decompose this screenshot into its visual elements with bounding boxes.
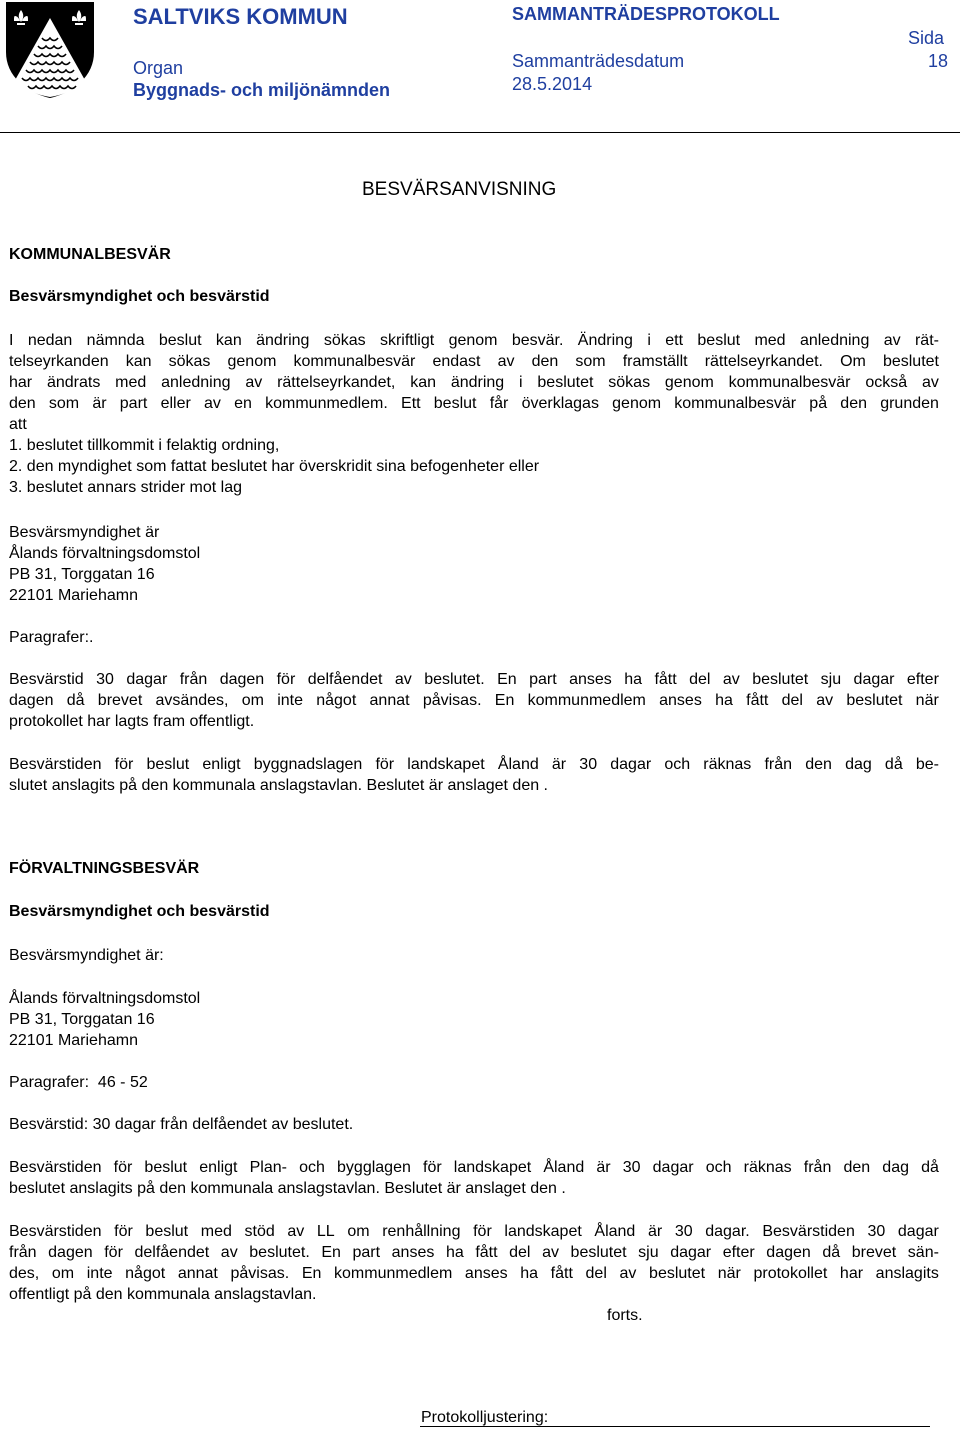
word: om — [347, 1223, 370, 1240]
word: Plan- — [249, 1159, 287, 1176]
word: är — [647, 1223, 663, 1240]
section-heading-kommunalbesvar: KOMMUNALBESVÄR — [9, 246, 171, 263]
word: efter — [722, 1244, 755, 1261]
word: rättelseyrkandet. — [704, 353, 823, 370]
word: när — [915, 692, 939, 709]
word: delfåendet — [307, 671, 383, 688]
word: sökas — [168, 353, 211, 370]
list-item: 3. beslutet annars strider mot lag — [9, 479, 243, 496]
authority-postcode: 22101 Mariehamn — [9, 1032, 138, 1049]
word: anses — [569, 671, 612, 688]
word: får — [489, 395, 509, 412]
word: 30 — [867, 1223, 886, 1240]
forvaltning-authority-label: Besvärsmyndighet är: — [9, 947, 164, 964]
continued-marker: forts. — [607, 1307, 643, 1324]
word: dagar — [652, 1159, 694, 1176]
word: för — [423, 1159, 442, 1176]
word: kommunmedlem — [334, 1265, 453, 1282]
word: delfåendet — [134, 1244, 210, 1261]
word: för — [276, 671, 296, 688]
forvaltning-paragrafer: Paragrafer: 46 - 52 — [9, 1074, 148, 1091]
word: av — [245, 374, 263, 391]
word: annat — [369, 692, 410, 709]
word: eller — [160, 395, 191, 412]
word: nämnda — [86, 332, 145, 349]
forvaltning-renhallning-paragraph — [9, 1221, 939, 1305]
word: av — [204, 395, 221, 412]
word: påvisas. — [230, 1265, 290, 1282]
word: dagar — [853, 671, 895, 688]
word: kan — [125, 353, 152, 370]
word: om — [51, 1265, 75, 1282]
list-item: 2. den myndighet som fattat beslutet har överskridit sina befogenheter eller — [9, 458, 540, 475]
forvaltning-planlag-paragraph — [9, 1157, 939, 1199]
word: En — [494, 692, 515, 709]
forvaltning-besvarstid: Besvärstid: 30 dagar från delfåendet av beslutet. — [9, 1116, 354, 1133]
word: av — [220, 1244, 238, 1261]
word: beslutet — [649, 1265, 706, 1282]
word: enligt — [202, 756, 241, 773]
word: då — [884, 756, 903, 773]
word: när — [717, 1265, 741, 1282]
word: något — [125, 1265, 166, 1282]
kommunal-byggnadslag-paragraph — [9, 754, 939, 796]
word: I — [9, 332, 14, 349]
municipal-coat-of-arms — [6, 2, 94, 98]
word: Ändring — [577, 332, 633, 349]
word: des, — [9, 1265, 40, 1282]
word: dagen — [219, 671, 265, 688]
subheading-besvarsmyndighet-2: Besvärsmyndighet och besvärstid — [9, 903, 270, 920]
word: kommunalbesvär — [293, 353, 416, 370]
word: inte — [86, 1265, 113, 1282]
word: dagen — [48, 1244, 93, 1261]
text-line — [9, 351, 939, 372]
word: Åland — [594, 1223, 636, 1240]
word: har — [839, 1265, 864, 1282]
section-heading-forvaltningsbesvar: FÖRVALTNINGSBESVÄR — [9, 860, 200, 877]
word: LL — [316, 1223, 335, 1240]
word: beslutet — [570, 1244, 627, 1261]
meeting-date-value: 28.5.2014 — [512, 74, 593, 94]
word: och — [299, 1159, 325, 1176]
word: som — [575, 353, 606, 370]
word: på — [809, 395, 828, 412]
word: den — [843, 1159, 871, 1176]
word: genom — [448, 332, 498, 349]
word: anledning — [161, 374, 231, 391]
word: med — [200, 1223, 232, 1240]
word: Om — [840, 353, 866, 370]
word: då — [822, 1244, 841, 1261]
word: byggnadslagen — [253, 756, 363, 773]
word: för — [375, 756, 395, 773]
word: bygglagen — [337, 1159, 411, 1176]
word: kommunmedlem. — [265, 395, 388, 412]
forvaltning-authority-address — [9, 988, 939, 1051]
word: nedan — [27, 332, 73, 349]
authority-label: Besvärsmyndighet är — [9, 524, 160, 541]
word: ändring — [450, 374, 505, 391]
word: räknas — [743, 1159, 792, 1176]
kommunal-paragrafer: Paragrafer:. — [9, 629, 94, 646]
word: Besvärstiden — [762, 1223, 855, 1240]
word: är — [92, 395, 107, 412]
text-line: offentligt på den kommunala anslagstavlan. — [9, 1286, 317, 1303]
word: sju — [638, 1244, 659, 1261]
word: den — [9, 395, 36, 412]
word: landskapet — [504, 1223, 582, 1240]
document-title: BESVÄRSANVISNING — [362, 179, 557, 200]
word: från — [179, 671, 208, 688]
word: skriftligt — [379, 332, 435, 349]
word: ett — [665, 332, 684, 349]
word: överklagas — [521, 395, 599, 412]
word: ha — [520, 1265, 539, 1282]
authority-name: Ålands förvaltningsdomstol — [9, 545, 201, 562]
word: avsändes, — [155, 692, 229, 709]
word: beslut — [433, 395, 477, 412]
text-line — [9, 1263, 939, 1284]
word: Åland — [543, 1159, 585, 1176]
word: beslut — [145, 1223, 189, 1240]
protocol-verification-label: Protokolljustering: — [421, 1409, 549, 1426]
word: sökas — [608, 374, 651, 391]
word: besvär. — [511, 332, 564, 349]
word: kan — [215, 332, 242, 349]
word: för — [473, 1223, 492, 1240]
word: landskapet — [407, 756, 485, 773]
word: om — [241, 692, 264, 709]
word: sju — [820, 671, 842, 688]
word: i — [519, 374, 523, 391]
word: dag — [882, 1159, 909, 1176]
word: av — [542, 1244, 559, 1261]
authority-postcode: 22101 Mariehamn — [9, 587, 138, 604]
word: Besvärstiden — [9, 1223, 102, 1240]
word: be- — [915, 756, 939, 773]
word: del — [585, 1265, 607, 1282]
word: En — [321, 1244, 341, 1261]
meeting-date-label: Sammanträdesdatum — [512, 51, 685, 71]
word: fått — [746, 692, 769, 709]
word: 30 — [674, 1223, 693, 1240]
word: En — [301, 1265, 322, 1282]
word: genom — [227, 353, 277, 370]
text-line: protokollet har lagts fram offentligt. — [9, 713, 255, 730]
word: för — [104, 1244, 123, 1261]
word: renhållning — [382, 1223, 461, 1240]
word: från — [803, 1159, 832, 1176]
word: kommunalbesvär — [674, 395, 797, 412]
word: med — [115, 374, 147, 391]
word: beslut — [158, 332, 202, 349]
text-line — [9, 1242, 939, 1263]
word: part — [119, 395, 148, 412]
word: rättelseyrkandet, — [277, 374, 396, 391]
authority-name: Ålands förvaltningsdomstol — [9, 990, 201, 1007]
word: del — [509, 1244, 531, 1261]
text-line — [9, 393, 939, 414]
word: del — [689, 671, 711, 688]
text-line — [9, 754, 939, 775]
authority-street: PB 31, Torggatan 16 — [9, 1011, 155, 1028]
text-line — [9, 330, 939, 351]
word: dagar — [670, 1244, 712, 1261]
word: ha — [624, 671, 643, 688]
word: från — [9, 1244, 37, 1261]
kommunal-besvarstid-paragraph — [9, 669, 939, 732]
word: rät- — [914, 332, 939, 349]
word: anslagits — [875, 1265, 939, 1282]
word: genom — [612, 395, 662, 412]
word: inte — [277, 692, 303, 709]
word: efter — [906, 671, 939, 688]
word: en — [234, 395, 252, 412]
word: endast — [432, 353, 481, 370]
word: med — [754, 332, 786, 349]
word: 30 — [579, 756, 598, 773]
word: kommunmedlem — [527, 692, 646, 709]
word: En — [497, 671, 517, 688]
organ-value: Byggnads- och miljönämnden — [133, 80, 391, 100]
word: av — [394, 671, 412, 688]
word: beslutet — [846, 692, 903, 709]
organ-label: Organ — [133, 58, 184, 78]
word: fått — [475, 1244, 498, 1261]
list-item: 1. beslutet tillkommit i felaktig ordning, — [9, 437, 280, 454]
word: Besvärstiden — [9, 756, 102, 773]
word: har — [9, 374, 33, 391]
text-line — [9, 372, 939, 393]
kommunal-authority-address — [9, 522, 939, 606]
word: beslutet. — [249, 1244, 310, 1261]
word: dagen — [766, 1244, 811, 1261]
word: part — [529, 671, 557, 688]
text-line: slutet anslagits på den kommunala anslagstavlan. Beslutet är anslaget den . — [9, 777, 548, 794]
word: dagar. — [705, 1223, 750, 1240]
word: del — [781, 692, 803, 709]
word: ändrats — [46, 374, 101, 391]
signature-line — [420, 1426, 930, 1427]
word: är — [596, 1159, 611, 1176]
word: kan — [410, 374, 436, 391]
word: anledning — [799, 332, 870, 349]
word: kommunalbesvär — [728, 374, 851, 391]
word: då — [921, 1159, 939, 1176]
text-line — [9, 669, 939, 690]
word: den — [840, 395, 867, 412]
word: är — [551, 756, 567, 773]
word: något — [316, 692, 357, 709]
word: brevet — [97, 692, 143, 709]
word: stöd — [244, 1223, 275, 1240]
word: av — [921, 374, 939, 391]
text-line — [9, 1221, 939, 1242]
word: av — [883, 332, 901, 349]
word: fått — [654, 671, 677, 688]
text-line — [9, 690, 939, 711]
text-line: beslutet anslagits på den kommunala anslagstavlan. Beslutet är anslaget den . — [9, 1180, 566, 1197]
word: av — [287, 1223, 305, 1240]
word: fått — [550, 1265, 573, 1282]
authority-street: PB 31, Torggatan 16 — [9, 566, 155, 583]
header-divider — [0, 132, 960, 133]
word: dagar — [610, 756, 652, 773]
word: anses — [659, 692, 702, 709]
document-type: SAMMANTRÄDESPROTOKOLL — [512, 4, 780, 24]
word: landskapet — [453, 1159, 532, 1176]
word: anses — [391, 1244, 435, 1261]
word: sän- — [907, 1244, 939, 1261]
municipality-name: SALTVIKS KOMMUN — [133, 4, 348, 29]
page-label: Sida — [908, 28, 945, 48]
word: genom — [664, 374, 714, 391]
word: part — [352, 1244, 381, 1261]
word: brevet — [851, 1244, 897, 1261]
word: och — [705, 1159, 732, 1176]
word: sökas — [323, 332, 366, 349]
word: också — [865, 374, 908, 391]
word: Besvärstid — [9, 671, 84, 688]
word: av — [497, 353, 515, 370]
word: för — [114, 756, 134, 773]
kommunal-intro-paragraph — [9, 330, 939, 498]
word: enligt — [199, 1159, 238, 1176]
word: av — [816, 692, 834, 709]
word: Åland — [497, 756, 539, 773]
word: som — [48, 395, 80, 412]
word: 30 — [622, 1159, 641, 1176]
word: 30 — [96, 671, 114, 688]
word: dagar — [897, 1223, 939, 1240]
word: beslut — [144, 1159, 188, 1176]
word: ha — [445, 1244, 464, 1261]
word: dagar — [126, 671, 168, 688]
word: för — [114, 1223, 133, 1240]
word: räknas — [703, 756, 752, 773]
word: beslutet — [882, 353, 939, 370]
word: Ett — [401, 395, 421, 412]
word: av — [722, 671, 740, 688]
word: ha — [715, 692, 733, 709]
word: framställt — [622, 353, 688, 370]
word: annat — [177, 1265, 218, 1282]
word: Besvärstiden — [9, 1159, 102, 1176]
word: beslutet — [537, 374, 594, 391]
word: dagen — [9, 692, 54, 709]
word: och — [664, 756, 691, 773]
page-number: 18 — [928, 51, 949, 71]
word: från — [764, 756, 793, 773]
word: beslutet — [752, 671, 809, 688]
text-line — [9, 1157, 939, 1178]
word: påvisas. — [422, 692, 482, 709]
coat-of-arms-icon — [6, 2, 94, 98]
text-line: att — [9, 416, 27, 433]
word: grunden — [880, 395, 939, 412]
word: dag — [845, 756, 872, 773]
word: av — [619, 1265, 637, 1282]
word: beslut — [146, 756, 190, 773]
word: den — [805, 756, 832, 773]
word: beslutet. — [424, 671, 485, 688]
word: protokollet — [753, 1265, 828, 1282]
word: anses — [464, 1265, 508, 1282]
word: för — [113, 1159, 133, 1176]
word: telseyrkanden — [9, 353, 109, 370]
word: då — [66, 692, 85, 709]
word: beslut — [697, 332, 741, 349]
word: i — [647, 332, 651, 349]
word: ändring — [256, 332, 310, 349]
word: den — [531, 353, 559, 370]
subheading-besvarsmyndighet: Besvärsmyndighet och besvärstid — [9, 288, 270, 305]
